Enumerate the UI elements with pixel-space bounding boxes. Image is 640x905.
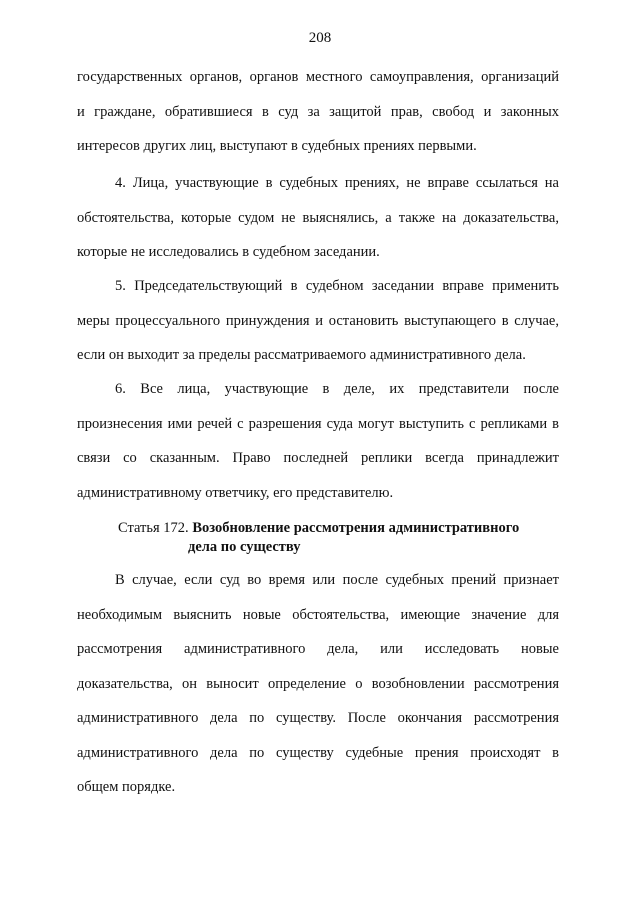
text-line: если он выходит за пределы рассматриваемого административного дела. [77, 347, 526, 363]
text-line: рассмотрения административного дела, или исследовать новые [77, 641, 559, 657]
text-line: связи со сказанным. Право последней реплики всегда принадлежит [77, 450, 559, 466]
text-line: 5. Председательствующий в судебном заседании вправе применить [115, 278, 559, 294]
text-line: обстоятельства, которые судом не выяснялись, а также на доказательства, [77, 209, 559, 226]
article-title-continuation: дела по существу [188, 539, 301, 555]
paragraph-item-6 [77, 372, 559, 510]
page-number: 208 [308, 30, 332, 46]
text-line: и граждане, обратившиеся в суд за защитой прав, свобод и законных [77, 103, 559, 120]
text-line: административному ответчику, его представителю. [77, 484, 394, 501]
text-line: государственных органов, органов местного самоуправления, организаций [77, 69, 559, 85]
text-line: интересов других лиц, выступают в судебных прениях первыми. [77, 138, 477, 154]
text-line: общем порядке. [77, 779, 176, 795]
text-line: доказательства, он выносит определение о возобновлении рассмотрения [77, 675, 559, 692]
paragraph-item-4 [77, 166, 559, 270]
paragraph-continuation [77, 60, 559, 164]
article-number: Статья 172. [118, 520, 189, 536]
text-line: административного дела по существу судебные прения происходят в [77, 744, 559, 761]
text-line: 4. Лица, участвующие в судебных прениях, не вправе ссылаться на [115, 175, 559, 191]
text-line: меры процессуального принуждения и остановить выступающего в случае, [77, 312, 559, 329]
text-line: В случае, если суд во время или после судебных прений признает [115, 572, 559, 588]
article-heading [118, 519, 558, 557]
article-title: Возобновление рассмотрения административного [192, 520, 520, 536]
text-line: необходимым выяснить новые обстоятельства, имеющие значение для [77, 606, 559, 623]
text-line: произнесения ими речей с разрешения суда могут выступить с репликами в [77, 415, 559, 432]
article-body [77, 563, 559, 805]
text-line: административного дела по существу. После окончания рассмотрения [77, 710, 559, 726]
paragraph-item-5 [77, 269, 559, 373]
text-line: которые не исследовались в судебном заседании. [77, 244, 380, 260]
text-line: 6. Все лица, участвующие в деле, их представители после [115, 381, 559, 397]
